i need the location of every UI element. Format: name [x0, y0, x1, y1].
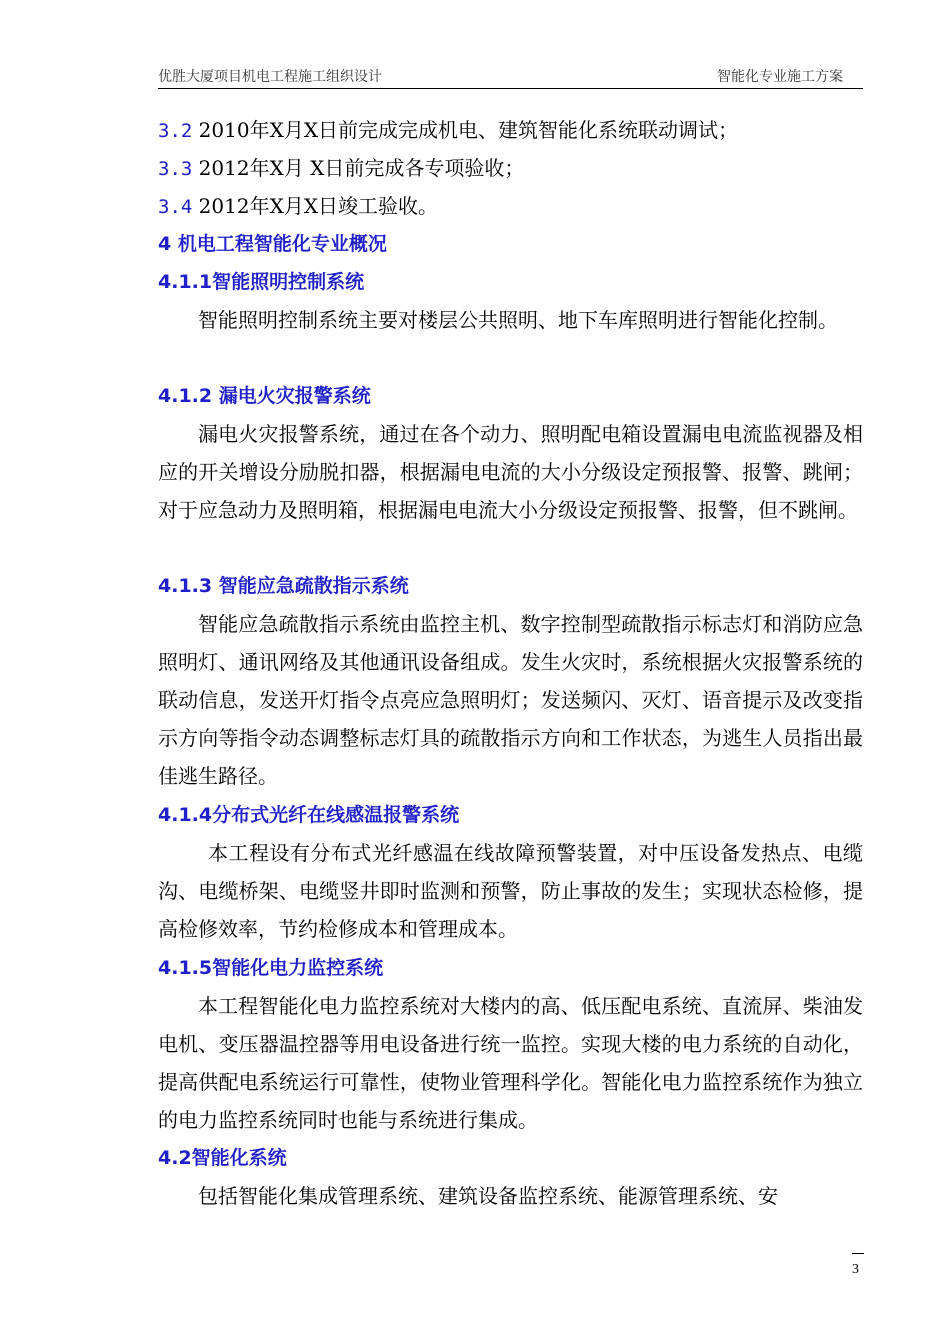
section-paragraph: 本工程设有分布式光纤感温在线故障预警装置，对中压设备发热点、电缆沟、电缆桥架、电缆竖井即时监测和预警，防止事故的发生；实现状态检修，提高检修效率，节约检修成本和管理成本。 — [158, 841, 863, 941]
section-paragraph: 智能应急疏散指示系统由监控主机、数字控制型疏散指示标志灯和消防应急照明灯、通讯网络及其他通讯设备组成。发生火灾时，系统根据火灾报警系统的联动信息，发送开灯指令点亮应急照明灯；发送频闪、灭灯、语音提示及改变指示方向等指令动态调整标志灯具的疏散指示方向和工作状态，为逃生人员指出最佳逃生路径。 — [158, 612, 863, 788]
section-heading: 4.1.1智能照明控制系统 — [158, 271, 365, 293]
milestone-number: 3.2 — [158, 120, 193, 142]
section-heading: 4 机电工程智能化专业概况 — [158, 233, 387, 255]
footer-divider — [852, 1253, 864, 1254]
section-paragraph: 智能照明控制系统主要对楼层公共照明、地下车库照明进行智能化控制。 — [198, 308, 838, 332]
milestone-number: 3.4 — [158, 196, 193, 218]
section-heading: 4.1.4分布式光纤在线感温报警系统 — [158, 804, 460, 826]
header-section-title: 智能化专业施工方案 — [717, 69, 843, 85]
page-number: 3 — [852, 1262, 859, 1277]
header-document-title: 优胜大厦项目机电工程施工组织设计 — [158, 69, 382, 85]
milestone-item — [158, 116, 738, 145]
section-paragraph: 漏电火灾报警系统，通过在各个动力、照明配电箱设置漏电电流监视器及相应的开关增设分励脱扣器，根据漏电电流的大小分级设定预报警、报警、跳闸；对于应急动力及照明箱，根据漏电电流大小分级设定预报警、报警，但不跳闸。 — [158, 422, 863, 522]
milestone-text: 2012年X月X日竣工验收。 — [192, 194, 439, 218]
milestone-text: 2012年X月 X日前完成各专项验收； — [192, 156, 525, 180]
page-header — [158, 66, 863, 89]
section-heading: 4.1.3 智能应急疏散指示系统 — [158, 575, 409, 597]
section-heading: 4.2智能化系统 — [158, 1147, 287, 1169]
milestone-text: 2010年X月X日前完成完成机电、建筑智能化系统联动调试； — [192, 118, 739, 142]
section-heading: 4.1.5智能化电力监控系统 — [158, 957, 384, 979]
section-paragraph: 本工程智能化电力监控系统对大楼内的高、低压配电系统、直流屏、柴油发电机、变压器温控器等用电设备进行统一监控。实现大楼的电力系统的自动化，提高供配电系统运行可靠性，使物业管理科学化。智能化电力监控系统作为独立的电力监控系统同时也能与系统进行集成。 — [158, 994, 863, 1132]
section-paragraph: 包括智能化集成管理系统、建筑设备监控系统、能源管理系统、安 — [198, 1184, 778, 1208]
section-heading: 4.1.2 漏电火灾报警系统 — [158, 385, 371, 407]
milestone-item — [158, 192, 438, 221]
milestone-item — [158, 154, 524, 183]
milestone-number: 3.3 — [158, 158, 193, 180]
